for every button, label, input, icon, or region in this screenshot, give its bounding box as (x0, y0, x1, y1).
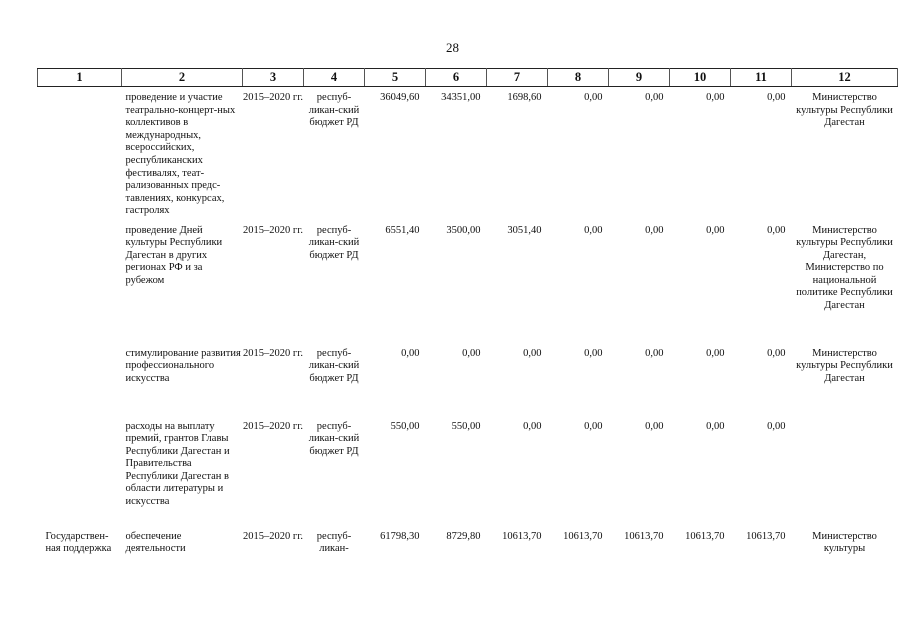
amount-cell: 8729,80 (446, 530, 481, 542)
amount-cell: 0,00 (706, 224, 725, 236)
amount-cell: 6551,40 (385, 224, 420, 236)
amount-cell: 10613,70 (563, 530, 603, 542)
program-table (37, 68, 898, 566)
amount-cell: 0,00 (767, 92, 786, 103)
amount-cell: 3500,00 (446, 224, 481, 236)
page-number: 28 (446, 40, 459, 55)
table-row (38, 526, 898, 566)
activity-cell: обеспечение деятельности (125, 530, 186, 555)
period-cell: 2015–2020 гг. (243, 347, 303, 359)
header-cell: 12 (792, 69, 898, 87)
executor-cell: Министерство культуры Республики Дагестан, Министерство по национальной политике Республики Дагестан (796, 224, 893, 312)
amount-cell: 10613,70 (502, 530, 542, 542)
amount-cell: 34351,00 (441, 92, 481, 103)
executor-cell: Министерство культуры Республики Дагестан (796, 347, 893, 384)
section-cell (38, 220, 122, 343)
amount-cell: 0,00 (706, 347, 725, 359)
amount-cell: 0,00 (584, 92, 603, 103)
amount-cell: 0,00 (523, 347, 542, 359)
source-cell: респуб-ликан-ский бюджет РД (308, 224, 360, 261)
activity-cell: стимулирование развития профессионального искусства (125, 347, 241, 384)
amount-cell: 0,00 (645, 224, 664, 236)
header-cell: 11 (731, 69, 792, 87)
amount-cell: 550,00 (451, 420, 481, 432)
amount-cell: 10613,70 (685, 530, 725, 542)
section-cell (38, 343, 122, 416)
period-cell: 2015–2020 гг. (243, 530, 303, 542)
executor-cell: Министерство культуры (812, 530, 877, 555)
amount-cell: 0,00 (645, 420, 664, 432)
activity-cell: проведение и участие театрально-концерт-ных коллективов в международных, всероссийских, республиканских фестивалях, теат-рализованных предс-тавлениях, конкурсах, гастролях (125, 92, 236, 217)
header-cell: 8 (548, 69, 609, 87)
header-cell: 6 (426, 69, 487, 87)
source-cell: респуб-ликан-ский бюджет РД (308, 92, 360, 129)
executor-cell (792, 416, 898, 526)
table-row (38, 343, 898, 416)
amount-cell: 10613,70 (624, 530, 664, 542)
header-cell: 5 (365, 69, 426, 87)
amount-cell: 3051,40 (507, 224, 542, 236)
header-row (38, 69, 898, 87)
amount-cell: 61798,30 (380, 530, 420, 542)
amount-cell: 0,00 (584, 224, 603, 236)
amount-cell: 0,00 (401, 347, 420, 359)
amount-cell: 0,00 (767, 347, 786, 359)
amount-cell: 0,00 (767, 224, 786, 236)
source-cell: респуб-ликан-ский бюджет РД (308, 420, 360, 457)
header-cell: 2 (122, 69, 243, 87)
amount-cell: 0,00 (584, 347, 603, 359)
amount-cell: 550,00 (390, 420, 420, 432)
source-cell: респуб-ликан- (316, 530, 352, 555)
header-cell: 4 (304, 69, 365, 87)
amount-cell: 36049,60 (380, 92, 420, 103)
section-cell (38, 87, 122, 220)
section-cell (38, 416, 122, 526)
activity-cell: расходы на выплату премий, грантов Главы Республики Дагестан и Правительства Республики Дагестан в области литературы и искусства (125, 420, 230, 508)
header-cell: 1 (38, 69, 122, 87)
amount-cell: 1698,60 (507, 92, 542, 103)
amount-cell: 0,00 (767, 420, 786, 432)
amount-cell: 0,00 (706, 420, 725, 432)
source-cell: респуб-ликан-ский бюджет РД (308, 347, 360, 384)
amount-cell: 0,00 (523, 420, 542, 432)
amount-cell: 0,00 (645, 92, 664, 103)
amount-cell: 0,00 (462, 347, 481, 359)
executor-cell: Министерство культуры Республики Дагестан (796, 92, 893, 129)
amount-cell: 0,00 (645, 347, 664, 359)
section-cell: Государствен-ная поддержка (45, 530, 112, 555)
period-cell: 2015–2020 гг. (243, 224, 303, 236)
table-row (38, 220, 898, 343)
header-cell: 9 (609, 69, 670, 87)
table-row (38, 416, 898, 526)
activity-cell: проведение Дней культуры Республики Дагестан в других регионах РФ и за рубежом (125, 224, 223, 286)
amount-cell: 0,00 (584, 420, 603, 432)
period-cell: 2015–2020 гг. (243, 420, 303, 432)
header-cell: 10 (670, 69, 731, 87)
table-row (38, 87, 898, 220)
amount-cell: 0,00 (706, 92, 725, 103)
header-cell: 3 (243, 69, 304, 87)
header-cell: 7 (487, 69, 548, 87)
amount-cell: 10613,70 (746, 530, 786, 542)
period-cell: 2015–2020 гг. (243, 92, 303, 103)
